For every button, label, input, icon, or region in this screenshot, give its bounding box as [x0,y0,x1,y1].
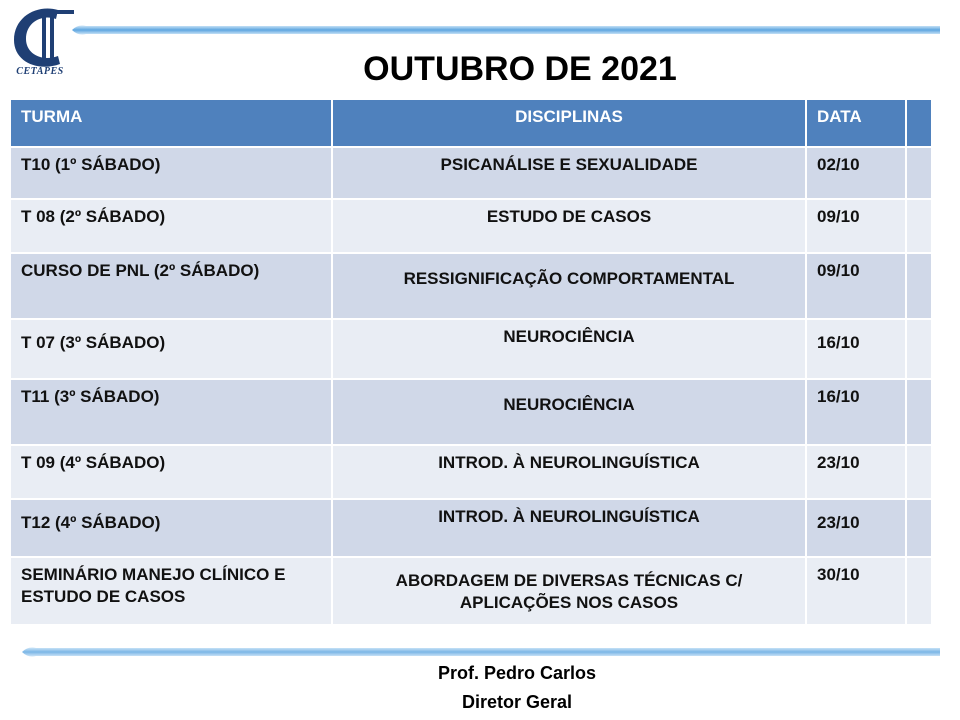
cell-disciplina: NEUROCIÊNCIA [332,379,806,445]
header-turma: TURMA [10,99,332,147]
cell-turma: T11 (3º SÁBADO) [10,379,332,445]
footer-role: Diretor Geral [461,692,573,712]
cell-data: 30/10 [806,557,906,625]
table-header-row [10,99,932,147]
cell-disciplina: RESSIGNIFICAÇÃO COMPORTAMENTAL [332,253,806,319]
cell-turma: T 07 (3º SÁBADO) [10,319,332,379]
cell-data: 23/10 [806,499,906,557]
cell-turma: T10 (1º SÁBADO) [10,147,332,199]
table-row [10,199,932,253]
cell-empty [906,445,932,499]
cell-turma: CURSO DE PNL (2º SÁBADO) [10,253,332,319]
cell-data: 09/10 [806,199,906,253]
cell-empty [906,199,932,253]
page-title: OUTUBRO DE 2021 [363,50,677,88]
schedule-table [9,98,933,626]
cell-turma: T 08 (2º SÁBADO) [10,199,332,253]
cell-disciplina: INTROD. À NEUROLINGUÍSTICA [332,499,806,557]
cell-data: 16/10 [806,319,906,379]
cell-turma: T 09 (4º SÁBADO) [10,445,332,499]
top-decorative-bar [72,24,940,36]
footer-name: Prof. Pedro Carlos [437,663,597,683]
cell-disciplina: ESTUDO DE CASOS [332,199,806,253]
table-row [10,147,932,199]
cell-data: 23/10 [806,445,906,499]
cell-empty [906,319,932,379]
logo-text: CETAPES [16,66,64,77]
table-row [10,557,932,625]
bottom-decorative-bar [22,646,940,658]
cell-disciplina: ABORDAGEM DE DIVERSAS TÉCNICAS C/ APLICAÇÕES NOS CASOS [332,557,806,625]
table-row [10,379,932,445]
cell-disciplina: INTROD. À NEUROLINGUÍSTICA [332,445,806,499]
cell-empty [906,379,932,445]
cell-disciplina: NEUROCIÊNCIA [332,319,806,379]
cell-empty [906,499,932,557]
cell-empty [906,253,932,319]
table-row [10,499,932,557]
header-empty [906,99,932,147]
cell-empty [906,557,932,625]
cell-turma: SEMINÁRIO MANEJO CLÍNICO E ESTUDO DE CASOS [10,557,332,625]
cell-data: 02/10 [806,147,906,199]
table-row [10,253,932,319]
cell-turma: T12 (4º SÁBADO) [10,499,332,557]
cell-data: 09/10 [806,253,906,319]
header-disciplinas: DISCIPLINAS [332,99,806,147]
cell-empty [906,147,932,199]
table-row [10,445,932,499]
table-row [10,319,932,379]
cell-data: 16/10 [806,379,906,445]
header-data: DATA [806,99,906,147]
cell-disciplina: PSICANÁLISE E SEXUALIDADE [332,147,806,199]
